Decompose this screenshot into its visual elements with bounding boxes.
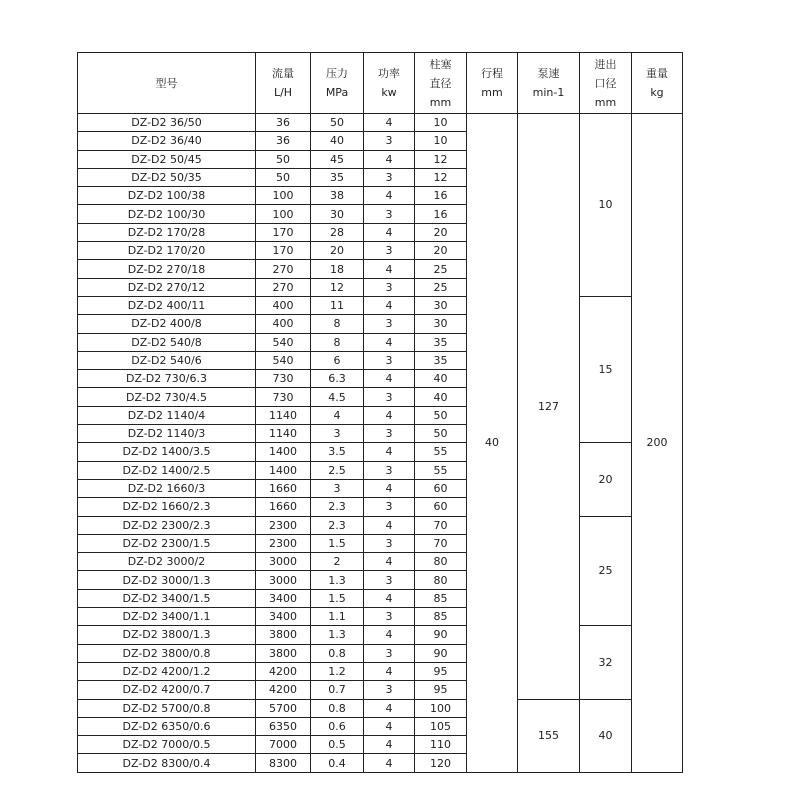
cell-pressure: 8 — [311, 333, 364, 351]
cell-model: DZ-D2 270/18 — [78, 260, 256, 278]
cell-pressure: 0.7 — [311, 681, 364, 699]
cell-plunger-diameter: 10 — [415, 114, 467, 132]
cell-power: 3 — [364, 388, 415, 406]
cell-model: DZ-D2 3400/1.5 — [78, 589, 256, 607]
header-stroke: 行程 mm — [467, 53, 518, 114]
cell-model: DZ-D2 1140/4 — [78, 406, 256, 424]
cell-pressure: 20 — [311, 242, 364, 260]
cell-model: DZ-D2 3400/1.1 — [78, 608, 256, 626]
cell-pressure: 4.5 — [311, 388, 364, 406]
table-row — [78, 296, 683, 314]
cell-pressure: 45 — [311, 150, 364, 168]
header-port-size: 进出 口径 mm — [580, 53, 632, 114]
header-model: 型号 — [78, 53, 256, 114]
cell-flow: 1660 — [256, 498, 311, 516]
cell-power: 3 — [364, 498, 415, 516]
cell-flow: 540 — [256, 351, 311, 369]
header-plunger-diameter: 柱塞 直径 mm — [415, 53, 467, 114]
cell-flow: 1400 — [256, 461, 311, 479]
cell-pressure: 38 — [311, 187, 364, 205]
cell-power: 3 — [364, 644, 415, 662]
cell-model: DZ-D2 3000/2 — [78, 553, 256, 571]
cell-plunger-diameter: 50 — [415, 406, 467, 424]
cell-plunger-diameter: 60 — [415, 498, 467, 516]
cell-plunger-diameter: 80 — [415, 571, 467, 589]
cell-plunger-diameter: 30 — [415, 315, 467, 333]
cell-power: 3 — [364, 608, 415, 626]
header-power: 功率 kw — [364, 53, 415, 114]
cell-plunger-diameter: 35 — [415, 351, 467, 369]
cell-model: DZ-D2 1400/2.5 — [78, 461, 256, 479]
cell-plunger-diameter: 12 — [415, 150, 467, 168]
cell-flow: 36 — [256, 114, 311, 132]
cell-power: 3 — [364, 351, 415, 369]
table-row — [78, 443, 683, 461]
cell-pressure: 12 — [311, 278, 364, 296]
cell-pressure: 1.5 — [311, 534, 364, 552]
header-row — [78, 53, 683, 114]
cell-plunger-diameter: 40 — [415, 388, 467, 406]
cell-plunger-diameter: 105 — [415, 717, 467, 735]
header-weight: 重量 kg — [632, 53, 683, 114]
cell-plunger-diameter: 110 — [415, 736, 467, 754]
cell-model: DZ-D2 3800/0.8 — [78, 644, 256, 662]
cell-pressure: 1.5 — [311, 589, 364, 607]
table-row — [78, 626, 683, 644]
cell-plunger-diameter: 10 — [415, 132, 467, 150]
cell-model: DZ-D2 3800/1.3 — [78, 626, 256, 644]
cell-plunger-diameter: 30 — [415, 296, 467, 314]
cell-port-size: 15 — [580, 296, 632, 442]
cell-model: DZ-D2 100/38 — [78, 187, 256, 205]
cell-flow: 50 — [256, 150, 311, 168]
cell-model: DZ-D2 170/20 — [78, 242, 256, 260]
cell-flow: 400 — [256, 296, 311, 314]
cell-plunger-diameter: 16 — [415, 187, 467, 205]
cell-model: DZ-D2 50/45 — [78, 150, 256, 168]
cell-model: DZ-D2 540/8 — [78, 333, 256, 351]
cell-flow: 4200 — [256, 662, 311, 680]
cell-flow: 270 — [256, 278, 311, 296]
cell-power: 4 — [364, 370, 415, 388]
cell-pump-speed: 155 — [518, 699, 580, 772]
cell-pressure: 8 — [311, 315, 364, 333]
cell-power: 3 — [364, 132, 415, 150]
cell-pressure: 50 — [311, 114, 364, 132]
cell-pressure: 1.3 — [311, 571, 364, 589]
cell-model: DZ-D2 730/6.3 — [78, 370, 256, 388]
cell-port-size: 10 — [580, 114, 632, 297]
cell-flow: 1400 — [256, 443, 311, 461]
cell-plunger-diameter: 20 — [415, 242, 467, 260]
cell-model: DZ-D2 540/6 — [78, 351, 256, 369]
cell-pressure: 0.6 — [311, 717, 364, 735]
cell-model: DZ-D2 1660/3 — [78, 479, 256, 497]
cell-flow: 8300 — [256, 754, 311, 772]
cell-port-size: 40 — [580, 699, 632, 772]
cell-plunger-diameter: 16 — [415, 205, 467, 223]
cell-flow: 170 — [256, 242, 311, 260]
cell-power: 3 — [364, 425, 415, 443]
cell-model: DZ-D2 1400/3.5 — [78, 443, 256, 461]
cell-flow: 730 — [256, 388, 311, 406]
cell-pressure: 6.3 — [311, 370, 364, 388]
cell-power: 3 — [364, 205, 415, 223]
cell-pressure: 2 — [311, 553, 364, 571]
cell-pressure: 1.3 — [311, 626, 364, 644]
cell-power: 4 — [364, 187, 415, 205]
cell-model: DZ-D2 4200/0.7 — [78, 681, 256, 699]
cell-pressure: 18 — [311, 260, 364, 278]
cell-power: 3 — [364, 571, 415, 589]
cell-port-size: 20 — [580, 443, 632, 516]
cell-power: 3 — [364, 168, 415, 186]
cell-flow: 540 — [256, 333, 311, 351]
cell-plunger-diameter: 100 — [415, 699, 467, 717]
cell-flow: 3000 — [256, 553, 311, 571]
cell-model: DZ-D2 7000/0.5 — [78, 736, 256, 754]
cell-plunger-diameter: 95 — [415, 681, 467, 699]
cell-plunger-diameter: 25 — [415, 260, 467, 278]
cell-pressure: 6 — [311, 351, 364, 369]
cell-pressure: 40 — [311, 132, 364, 150]
cell-flow: 100 — [256, 187, 311, 205]
cell-power: 4 — [364, 516, 415, 534]
cell-model: DZ-D2 50/35 — [78, 168, 256, 186]
cell-port-size: 32 — [580, 626, 632, 699]
cell-pressure: 2.3 — [311, 498, 364, 516]
cell-pressure: 1.2 — [311, 662, 364, 680]
table-row — [78, 516, 683, 534]
cell-power: 4 — [364, 296, 415, 314]
cell-model: DZ-D2 4200/1.2 — [78, 662, 256, 680]
cell-pressure: 2.3 — [311, 516, 364, 534]
cell-pressure: 30 — [311, 205, 364, 223]
cell-plunger-diameter: 50 — [415, 425, 467, 443]
cell-flow: 3800 — [256, 626, 311, 644]
cell-plunger-diameter: 95 — [415, 662, 467, 680]
cell-power: 4 — [364, 589, 415, 607]
cell-power: 3 — [364, 315, 415, 333]
cell-power: 4 — [364, 662, 415, 680]
cell-stroke: 40 — [467, 114, 518, 773]
cell-plunger-diameter: 12 — [415, 168, 467, 186]
cell-plunger-diameter: 35 — [415, 333, 467, 351]
cell-plunger-diameter: 70 — [415, 516, 467, 534]
cell-flow: 1140 — [256, 425, 311, 443]
cell-model: DZ-D2 1660/2.3 — [78, 498, 256, 516]
cell-flow: 4200 — [256, 681, 311, 699]
cell-model: DZ-D2 3000/1.3 — [78, 571, 256, 589]
header-pressure: 压力 MPa — [311, 53, 364, 114]
cell-flow: 2300 — [256, 516, 311, 534]
cell-model: DZ-D2 400/11 — [78, 296, 256, 314]
cell-flow: 400 — [256, 315, 311, 333]
cell-flow: 1660 — [256, 479, 311, 497]
cell-model: DZ-D2 2300/1.5 — [78, 534, 256, 552]
cell-flow: 270 — [256, 260, 311, 278]
cell-model: DZ-D2 100/30 — [78, 205, 256, 223]
cell-power: 4 — [364, 150, 415, 168]
pump-spec-table — [77, 52, 683, 773]
cell-flow: 50 — [256, 168, 311, 186]
cell-flow: 6350 — [256, 717, 311, 735]
cell-port-size: 25 — [580, 516, 632, 626]
cell-power: 4 — [364, 717, 415, 735]
cell-plunger-diameter: 85 — [415, 608, 467, 626]
cell-pressure: 4 — [311, 406, 364, 424]
cell-power: 4 — [364, 114, 415, 132]
cell-pressure: 0.8 — [311, 644, 364, 662]
cell-power: 4 — [364, 479, 415, 497]
cell-flow: 3400 — [256, 608, 311, 626]
cell-plunger-diameter: 90 — [415, 626, 467, 644]
cell-plunger-diameter: 90 — [415, 644, 467, 662]
cell-model: DZ-D2 8300/0.4 — [78, 754, 256, 772]
cell-model: DZ-D2 400/8 — [78, 315, 256, 333]
cell-power: 3 — [364, 461, 415, 479]
cell-plunger-diameter: 80 — [415, 553, 467, 571]
cell-pump-speed: 127 — [518, 114, 580, 700]
cell-model: DZ-D2 36/40 — [78, 132, 256, 150]
table-row — [78, 699, 683, 717]
table-body — [78, 114, 683, 773]
cell-plunger-diameter: 25 — [415, 278, 467, 296]
cell-model: DZ-D2 1140/3 — [78, 425, 256, 443]
cell-plunger-diameter: 70 — [415, 534, 467, 552]
cell-pressure: 0.4 — [311, 754, 364, 772]
cell-pressure: 11 — [311, 296, 364, 314]
cell-pressure: 35 — [311, 168, 364, 186]
cell-power: 4 — [364, 223, 415, 241]
cell-power: 3 — [364, 242, 415, 260]
cell-flow: 1140 — [256, 406, 311, 424]
cell-power: 4 — [364, 406, 415, 424]
cell-power: 4 — [364, 754, 415, 772]
cell-model: DZ-D2 2300/2.3 — [78, 516, 256, 534]
cell-flow: 5700 — [256, 699, 311, 717]
cell-model: DZ-D2 730/4.5 — [78, 388, 256, 406]
cell-flow: 2300 — [256, 534, 311, 552]
cell-flow: 3400 — [256, 589, 311, 607]
table-row — [78, 114, 683, 132]
cell-weight: 200 — [632, 114, 683, 773]
cell-plunger-diameter: 120 — [415, 754, 467, 772]
cell-power: 4 — [364, 443, 415, 461]
cell-pressure: 0.8 — [311, 699, 364, 717]
cell-pressure: 28 — [311, 223, 364, 241]
cell-pressure: 2.5 — [311, 461, 364, 479]
cell-flow: 7000 — [256, 736, 311, 754]
cell-power: 3 — [364, 534, 415, 552]
cell-flow: 3000 — [256, 571, 311, 589]
cell-flow: 170 — [256, 223, 311, 241]
cell-power: 3 — [364, 681, 415, 699]
cell-pressure: 3 — [311, 479, 364, 497]
cell-plunger-diameter: 85 — [415, 589, 467, 607]
cell-flow: 100 — [256, 205, 311, 223]
cell-flow: 3800 — [256, 644, 311, 662]
cell-power: 4 — [364, 736, 415, 754]
header-flow: 流量 L/H — [256, 53, 311, 114]
cell-plunger-diameter: 60 — [415, 479, 467, 497]
header-pump-speed: 泵速 min-1 — [518, 53, 580, 114]
cell-flow: 730 — [256, 370, 311, 388]
cell-pressure: 3 — [311, 425, 364, 443]
cell-power: 4 — [364, 553, 415, 571]
cell-plunger-diameter: 55 — [415, 461, 467, 479]
cell-model: DZ-D2 270/12 — [78, 278, 256, 296]
cell-pressure: 3.5 — [311, 443, 364, 461]
cell-power: 4 — [364, 626, 415, 644]
cell-flow: 36 — [256, 132, 311, 150]
cell-power: 3 — [364, 278, 415, 296]
cell-model: DZ-D2 5700/0.8 — [78, 699, 256, 717]
cell-power: 4 — [364, 260, 415, 278]
cell-model: DZ-D2 170/28 — [78, 223, 256, 241]
cell-plunger-diameter: 40 — [415, 370, 467, 388]
cell-pressure: 0.5 — [311, 736, 364, 754]
cell-pressure: 1.1 — [311, 608, 364, 626]
cell-model: DZ-D2 6350/0.6 — [78, 717, 256, 735]
cell-power: 4 — [364, 333, 415, 351]
cell-plunger-diameter: 55 — [415, 443, 467, 461]
cell-model: DZ-D2 36/50 — [78, 114, 256, 132]
cell-plunger-diameter: 20 — [415, 223, 467, 241]
cell-power: 4 — [364, 699, 415, 717]
